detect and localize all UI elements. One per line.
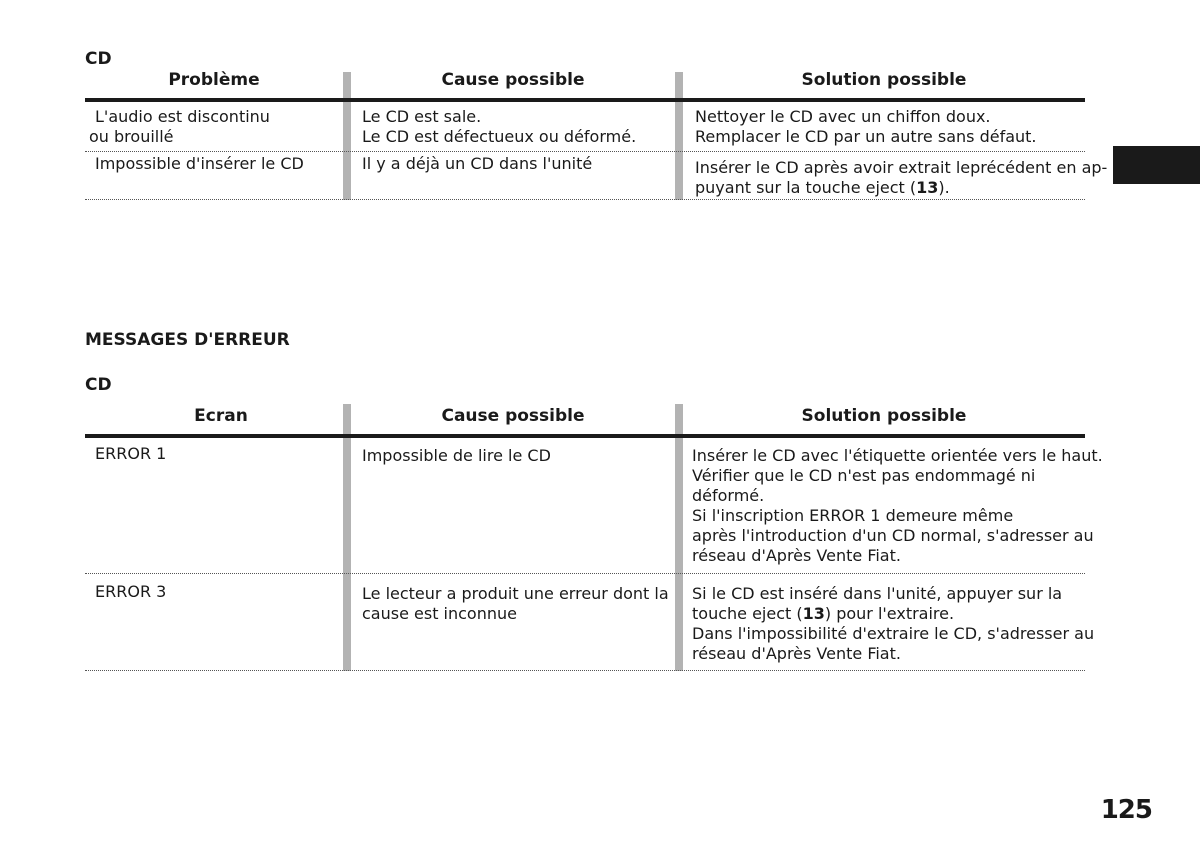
cell-solution <box>695 107 1037 147</box>
cell-solution <box>695 158 1107 198</box>
error-messages-table <box>85 404 1103 672</box>
cell-cause <box>362 584 669 624</box>
text-fragment: touche eject ( <box>692 604 803 623</box>
cell-line: ou brouillé <box>89 127 174 146</box>
column-separator <box>343 72 351 200</box>
row-divider <box>85 670 1085 671</box>
cell-line: L'audio est discontinu <box>95 107 270 126</box>
text-fragment: ) pour l'extraire. <box>824 604 955 623</box>
cell-line: Vérifier que le CD n'est pas endommagé ni <box>692 466 1036 485</box>
cell-line: réseau d'Après Vente Fiat. <box>692 546 901 565</box>
cell-line: Le lecteur a produit une erreur dont la <box>362 584 669 603</box>
header-ecran: Ecran <box>194 406 248 426</box>
section-heading-cd: CD <box>85 49 112 69</box>
text-fragment: ). <box>938 178 950 197</box>
row-divider <box>85 573 1085 574</box>
key-reference: 13 <box>802 604 825 623</box>
text-fragment: puyant sur la touche eject ( <box>695 178 917 197</box>
cell-line: Si l'inscription ERROR 1 demeure même <box>692 506 1014 525</box>
cell-solution <box>692 584 1094 664</box>
cell-cause <box>362 446 551 466</box>
header-rule <box>85 98 1085 102</box>
cell-problem <box>89 107 270 147</box>
column-separator <box>675 404 683 671</box>
row-divider <box>85 151 1085 152</box>
troubleshooting-table <box>85 68 1108 200</box>
cell-line: Le CD est sale. <box>362 107 482 126</box>
cell-cause <box>362 107 636 147</box>
cell-line: Nettoyer le CD avec un chiffon doux. <box>695 107 991 126</box>
header-solution: Solution possible <box>801 70 967 90</box>
cell-cause <box>362 154 592 174</box>
cell-line: Il y a déjà un CD dans l'unité <box>362 154 593 173</box>
section-title-error-messages: MESSAGES D'ERREUR <box>85 330 290 350</box>
chapter-tab-marker <box>1113 146 1200 184</box>
row-divider <box>85 199 1085 200</box>
cell-line <box>695 178 1107 198</box>
cell-screen: ERROR 1 <box>95 444 167 463</box>
section-heading-cd: CD <box>85 375 112 395</box>
cell-line: Impossible de lire le CD <box>362 446 551 465</box>
header-cause: Cause possible <box>441 406 585 426</box>
cell-line: Le CD est défectueux ou déformé. <box>362 127 637 146</box>
cell-line: Insérer le CD avec l'étiquette orientée vers le haut. <box>692 446 1103 465</box>
cell-line: réseau d'Après Vente Fiat. <box>692 644 901 663</box>
cell-line: Dans l'impossibilité d'extraire le CD, s'adresser au <box>692 624 1095 643</box>
cell-line: Si le CD est inséré dans l'unité, appuyer sur la <box>692 584 1063 603</box>
page-number: 125 <box>1100 795 1152 825</box>
cell-line <box>692 604 1094 624</box>
cell-line: déformé. <box>692 486 765 505</box>
cell-line: Impossible d'insérer le CD <box>95 154 304 173</box>
header-cause: Cause possible <box>441 70 585 90</box>
header-rule <box>85 434 1085 438</box>
cell-line: Remplacer le CD par un autre sans défaut. <box>695 127 1037 146</box>
header-probleme: Problème <box>168 70 260 90</box>
column-separator <box>343 404 351 671</box>
cell-line: après l'introduction d'un CD normal, s'adresser au <box>692 526 1094 545</box>
cell-solution <box>692 446 1103 566</box>
cell-line: Insérer le CD après avoir extrait leprécédent en ap- <box>695 158 1108 177</box>
cell-line: cause est inconnue <box>362 604 517 623</box>
key-reference: 13 <box>916 178 939 197</box>
header-solution: Solution possible <box>801 406 967 426</box>
cell-screen: ERROR 3 <box>95 582 167 601</box>
column-separator <box>675 72 683 200</box>
cell-problem <box>95 154 304 174</box>
